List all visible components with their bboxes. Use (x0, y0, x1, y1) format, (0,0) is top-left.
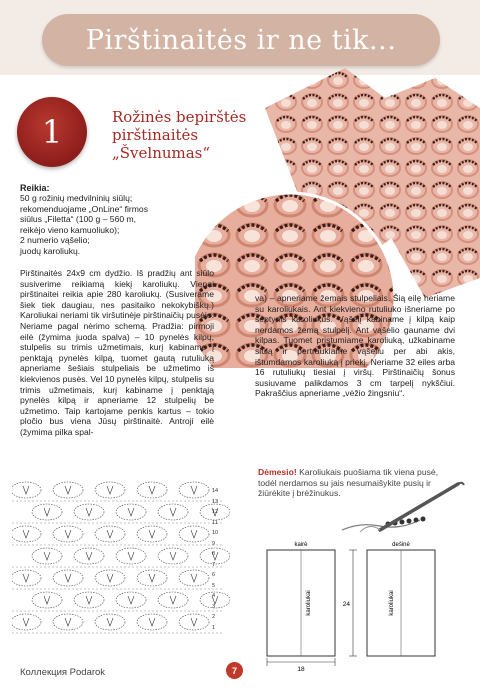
row-number: 8 (212, 551, 216, 557)
mitten-diagram (255, 536, 470, 671)
chart-motif (53, 614, 83, 630)
requirement-item: 50 g rožinių medvilninių siūlų; (20, 193, 133, 203)
row-number: 11 (212, 519, 218, 526)
chart-motif (137, 570, 167, 586)
requirement-item: reikėjo vieno kamuoliuko); (20, 224, 120, 235)
chart-stitch (86, 596, 92, 604)
chart-stitch (86, 508, 92, 516)
height-dimension: 24 (342, 601, 350, 608)
chart-motif (116, 504, 146, 520)
pattern-number-badge (17, 97, 87, 167)
requirement-item: siūlus „Filetta“ (100 g – 560 m, (20, 214, 137, 225)
chart-stitch (107, 574, 113, 582)
left-beads-label: karoliukai (306, 590, 312, 616)
chart-stitch (107, 486, 113, 494)
chart-stitch (170, 552, 176, 560)
chart-stitch (170, 596, 176, 604)
row-number: 12 (212, 509, 219, 515)
row-number: 3 (212, 603, 216, 610)
row-number: 13 (212, 498, 219, 505)
chart-stitch (149, 574, 155, 582)
chart-motif (53, 526, 83, 542)
row-number: 6 (212, 572, 216, 578)
chart-stitch (44, 508, 50, 516)
chart-stitch (65, 486, 71, 494)
row-number: 1 (212, 624, 216, 631)
pattern-title-line: pirštinaitės (112, 126, 199, 144)
chart-motif (137, 614, 167, 630)
crochet-chart (12, 478, 230, 646)
requirements-list (20, 193, 190, 257)
chart-stitch (23, 530, 29, 538)
crochet-hook-illustration (340, 478, 465, 538)
chart-stitch (149, 530, 155, 538)
chart-motif (95, 526, 125, 542)
row-number: 5 (212, 582, 216, 589)
pattern-title-line: Rožinės bepirštės (112, 108, 247, 126)
row-number: 4 (212, 593, 216, 599)
chart-motif (95, 614, 125, 630)
chart-motif (116, 548, 146, 564)
chart-motif (95, 482, 125, 498)
chart-motif (53, 570, 83, 586)
chart-stitch (23, 618, 29, 626)
chart-stitch (44, 596, 50, 604)
chart-stitch (128, 552, 134, 560)
chart-stitch (170, 508, 176, 516)
chart-stitch (23, 486, 29, 494)
chart-stitch (44, 552, 50, 560)
chart-stitch (191, 530, 197, 538)
chart-motif (179, 482, 209, 498)
chart-stitch (191, 486, 197, 494)
chart-motif (158, 548, 188, 564)
chart-stitch (23, 574, 29, 582)
notice-label: Dėmesio! (258, 467, 297, 477)
chart-stitch (149, 618, 155, 626)
chart-stitch (128, 508, 134, 516)
chart-stitch (128, 596, 134, 604)
chart-stitch (65, 530, 71, 538)
chart-motif (179, 570, 209, 586)
title-banner (42, 14, 440, 66)
footer-brand: Коллекция Podarok (20, 667, 106, 678)
chart-motif (137, 482, 167, 498)
width-dimension: 18 (297, 666, 305, 671)
page-number: 7 (226, 662, 243, 679)
chart-motif (12, 526, 41, 542)
chart-motif (12, 614, 41, 630)
chart-motif (179, 526, 209, 542)
requirement-item: juodų karoliukų. (20, 245, 81, 256)
chart-motif (179, 614, 209, 630)
chart-motif (95, 570, 125, 586)
row-number: 9 (212, 540, 216, 547)
chart-stitch (191, 574, 197, 582)
chart-stitch (86, 552, 92, 560)
chart-stitch (149, 486, 155, 494)
right-mitten-label: dešinė (392, 542, 410, 548)
chart-motif (74, 548, 104, 564)
pattern-title-line: „Švelnumas“ (112, 144, 211, 162)
chart-motif (74, 592, 104, 608)
chart-stitch (107, 618, 113, 626)
chart-motif (116, 592, 146, 608)
chart-motif (74, 504, 104, 520)
instructions-right: va) – apneriame žemais stulpeliais. Šią eilę neriame su karoliukais. Ant kiekvieno rutuliuko išneriame po septynis karoliukus. Vąšelį kabiname į kilpą kaip nerdamos žemą stulpelį. Ant vąšelio gauname dvi kilpas. Tuomet pristumiame karoliuką, užkabiname siūlą ir pertraukiame vąšeliu per abi akis, ištumdamos karoliuką į priekį. Neriame 32 eiles arba 16 rutuliukų tiesiai į viršų. Pirštinaičių šonus susiuvame palikdamos 3 cm tarpelį nykščiui. Pakraščius apneriame „vėžio žingsniu“. (255, 293, 455, 399)
chart-motif (158, 504, 188, 520)
notice-body: Karoliukais puošiama tik viena pusė, todėl nerdamos su jais nesumaišykite pusių ir žiūrėkite į brėžinukus. (258, 467, 439, 499)
chart-motif (32, 548, 62, 564)
row-number: 7 (212, 561, 216, 568)
requirements-heading: Reikia: (20, 183, 50, 193)
requirement-item: rekomenduojame „OnLine“ firmos (20, 203, 149, 214)
chart-motif (137, 526, 167, 542)
chart-motif (12, 570, 41, 586)
chart-stitch (107, 530, 113, 538)
left-mitten-label: kairė (294, 542, 308, 548)
chart-stitch (191, 618, 197, 626)
row-number: 2 (212, 614, 216, 620)
chart-row-numbers (212, 486, 226, 633)
chart-motif (32, 592, 62, 608)
right-beads-label: karoliukai (389, 590, 395, 616)
pattern-number: 1 (41, 113, 63, 151)
chart-motif (12, 482, 41, 498)
chart-motif (53, 482, 83, 498)
chart-motif (158, 592, 188, 608)
page-title: Pirštinaitės ir ne tik... (85, 24, 397, 56)
row-number: 10 (212, 530, 219, 536)
instructions-left: Pirštinaitės 24x9 cm dydžio. Iš pradžių ant siūlo susiverime reikiamą kiekį karoliukų. Vienai pirštinaitei reikia apie 280 karoliukų. (Susiverame šiek tiek daugiau, nes pasitaiko nekokybiškų.) Karoliukai neriami tik viršutinėje pirštinaičių pusėje. Neriame pagal nėrimo schemą. Pradžia: pirmoji eilė (žymima juoda spalva) – 10 pynelės kilpų, stulpelis su trimis užmetimais, kurį kabiname į penktąją pynelės kilpą, tuomet gautą rutuliuką apneriame šešiais stulpeliais be užmetimo iš kiekvienos pusės. Vel 10 pynelės kilpų, stulpelis su trimis užmetimais, kurį kabiname į penktąją pynelės kilpą ir apneriame 12 stulpelių be užmetimo. Taip kartojame penkis kartus – tokio pločio bus viena Jūsų pirštinaitė. Antroji eilė (žymima pilka spal- (20, 268, 214, 437)
chart-stitch (65, 618, 71, 626)
chart-symbols (12, 482, 230, 633)
pattern-title (112, 108, 262, 162)
chart-motif (32, 504, 62, 520)
row-number: 14 (212, 488, 219, 494)
chart-stitch (65, 574, 71, 582)
requirement-item: 2 numerio vąšelio; (20, 235, 90, 246)
